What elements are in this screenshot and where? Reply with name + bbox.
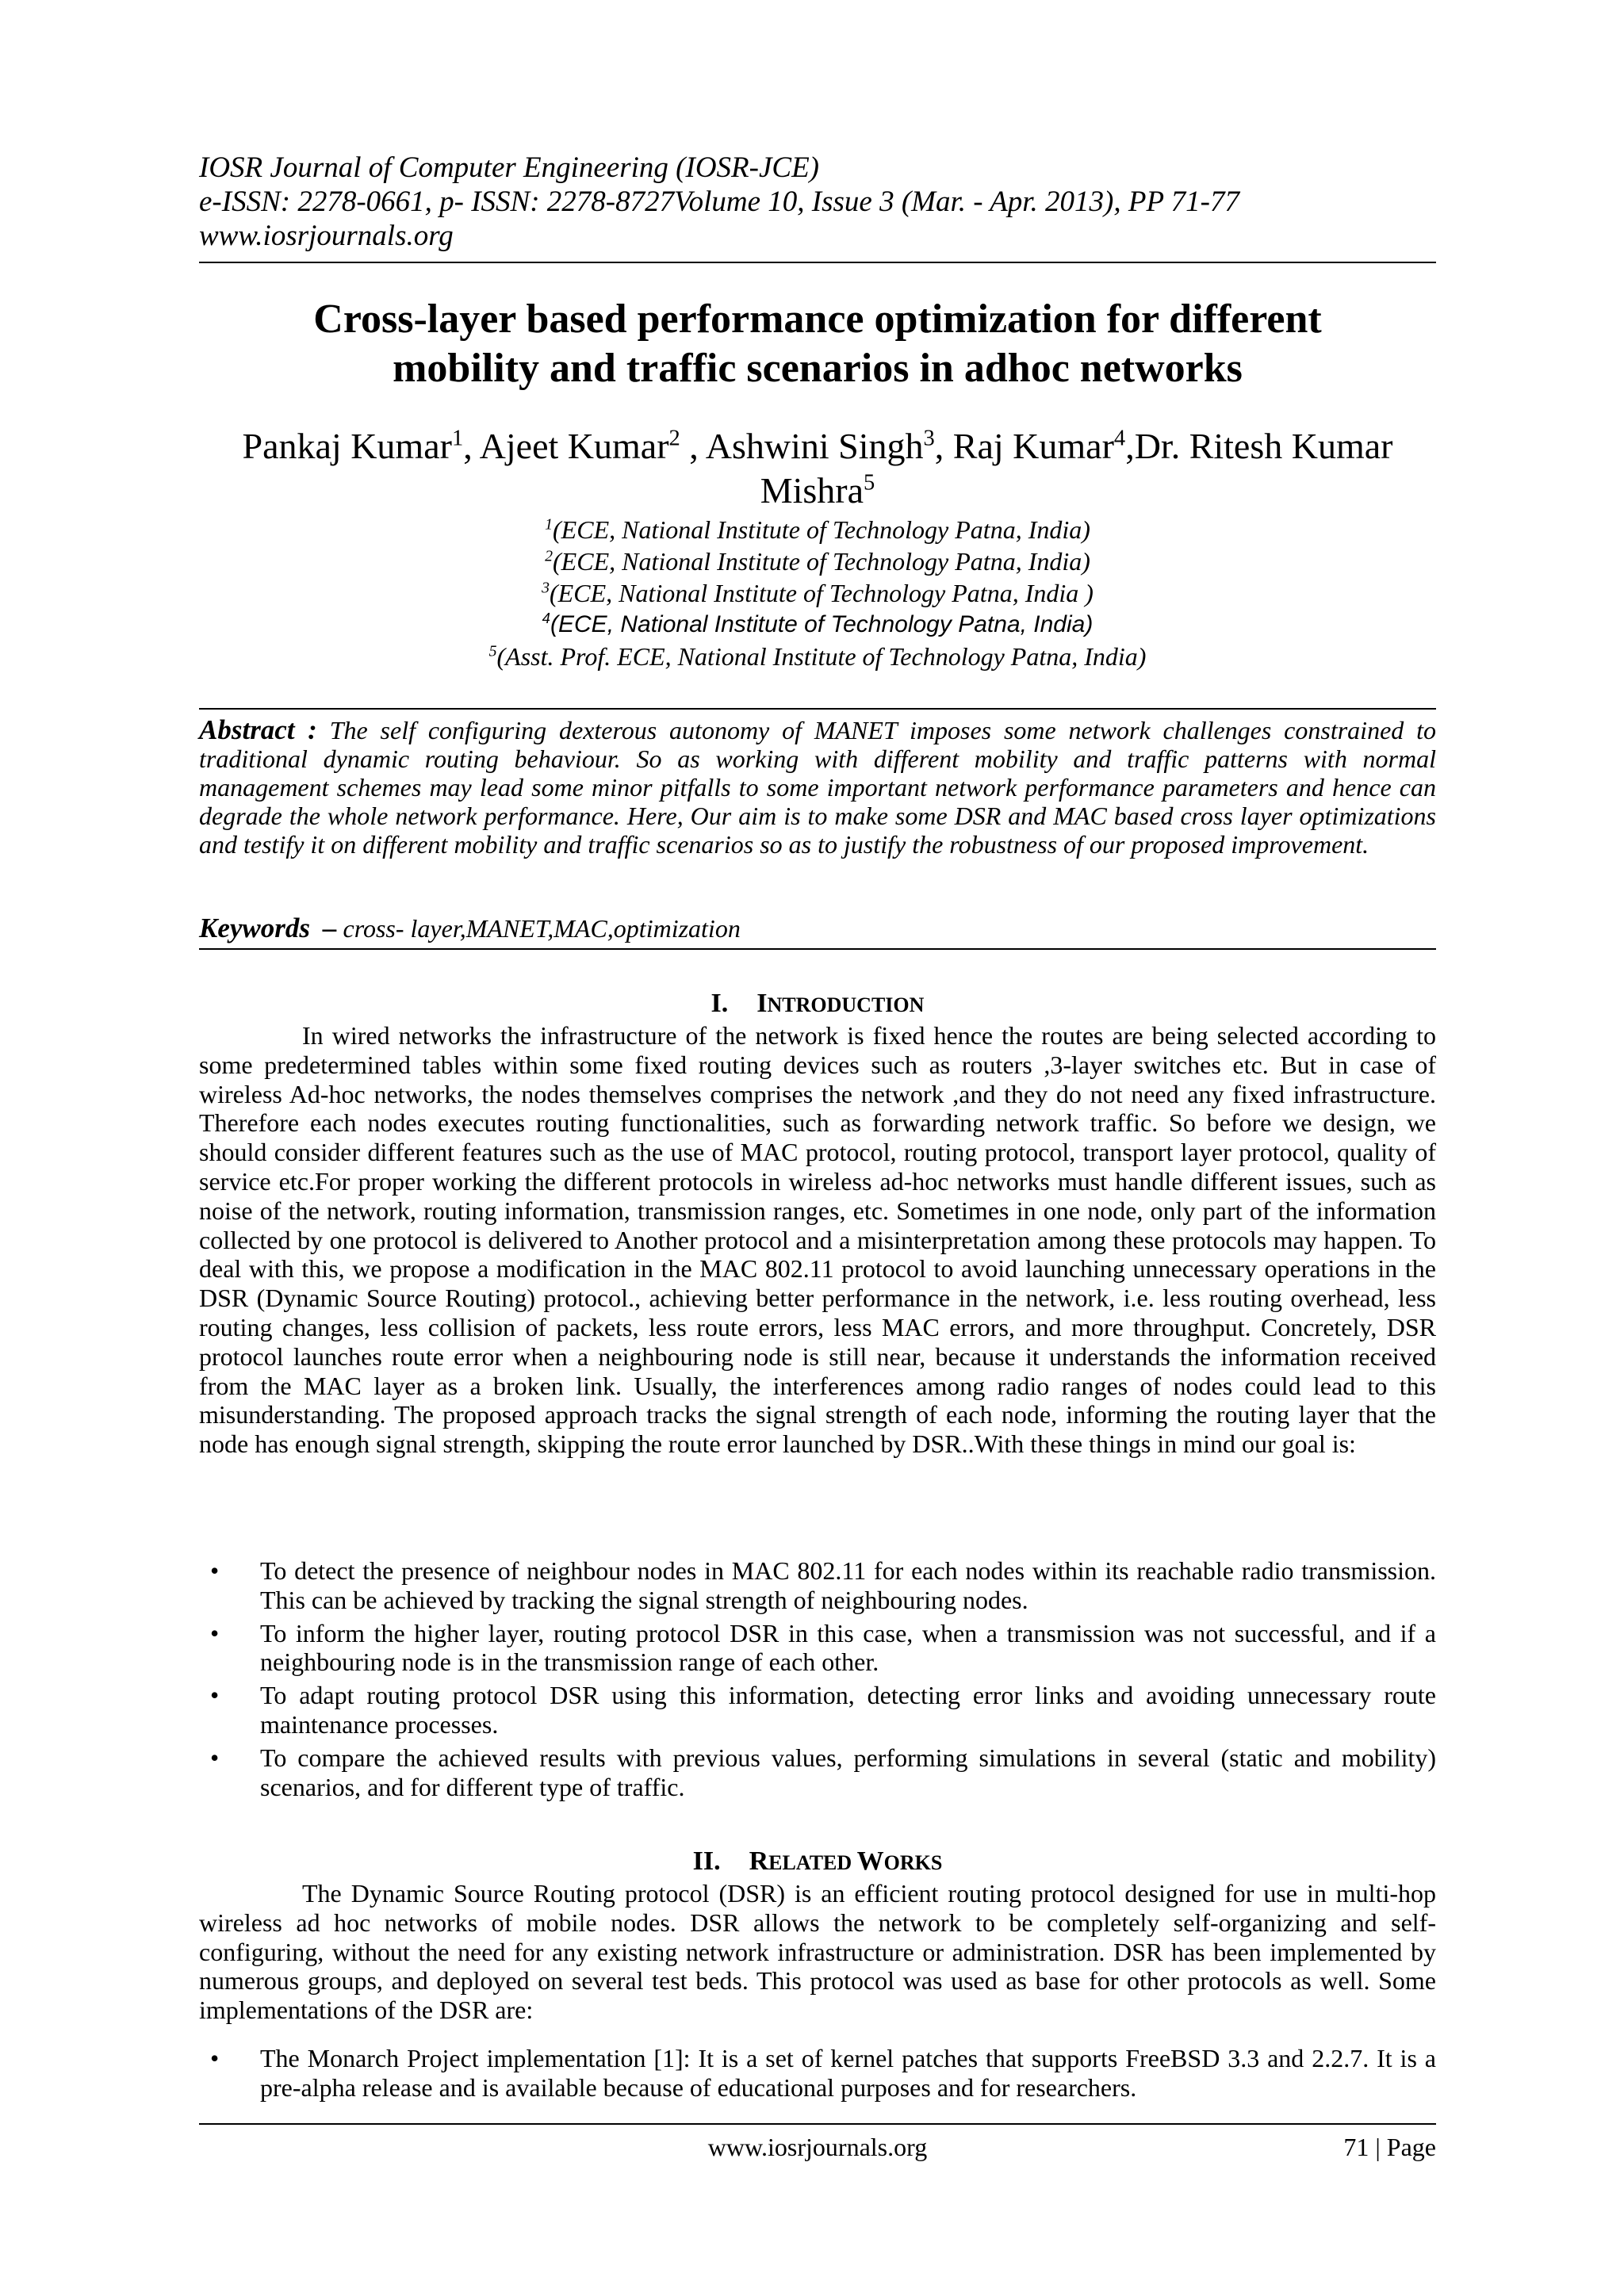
list-item-text: To inform the higher layer, routing protocol DSR in this case, when a transmission was not successful, and if a neighbouring node is in the transmission range of each other.	[260, 1618, 1436, 1677]
list-item	[199, 1556, 1436, 1615]
section-title-rest: ORKS	[883, 1851, 943, 1874]
bullet-glyph: •	[210, 1743, 220, 1772]
journal-website: www.iosrjournals.org	[199, 220, 454, 252]
author-sup: 3	[923, 426, 935, 451]
list-item	[199, 1743, 1436, 1802]
list-item-text: To compare the achieved results with previous values, performing simulations in several (static and mobility) scenarios, and for different type of traffic.	[260, 1743, 1436, 1801]
title-line-1: Cross-layer based performance optimization for different	[313, 297, 1322, 342]
list-item	[199, 1619, 1436, 1678]
section-heading-related-works	[199, 1846, 1436, 1879]
list-item-text: The Monarch Project implementation [1]: It is a set of kernel patches that supports FreeBSD 3.3 and 2.2.7. It is a pre-alpha release and is available because of educational purposes and for researchers.	[260, 2044, 1436, 2102]
affiliation-sup: 2	[545, 547, 553, 565]
bullet-glyph: •	[210, 1556, 220, 1585]
journal-issn: e-ISSN: 2278-0661, p- ISSN: 2278-8727Volume 10, Issue 3 (Mar. - Apr. 2013), PP 71-77	[199, 186, 1239, 218]
author-name: Ashwini Singh	[705, 426, 924, 466]
affiliation-list	[199, 514, 1436, 672]
affiliation-text: (ECE, National Institute of Technology Patna, India)	[550, 611, 1094, 637]
author-name: Ajeet Kumar	[479, 426, 669, 466]
author-sup: 4	[1113, 426, 1126, 451]
abstract-text: The self configuring dexterous autonomy of MANET imposes some network challenges constrained to traditional dynamic routing behaviour. So as working with different mobility and traffic patterns with normal management schemes may lead some minor pitfalls to some important network performance parameters and hence can degrade the whole network performance. Here, Our aim is to make some DSR and MAC based cross layer optimizations and testify it on different mobility and traffic scenarios so as to justify the robustness of our proposed improvement.	[199, 716, 1437, 859]
abstract-top-rule	[199, 708, 1436, 710]
author-name: Raj Kumar	[952, 426, 1114, 466]
affiliation-item	[199, 545, 1436, 577]
affiliation-sup: 4	[542, 610, 551, 626]
list-item	[199, 2044, 1436, 2103]
bullet-glyph: •	[210, 1618, 220, 1647]
footer-url: www.iosrjournals.org	[707, 2133, 928, 2161]
author-list	[199, 424, 1436, 513]
keywords-block	[199, 914, 1436, 943]
affiliation-sup: 1	[545, 515, 553, 534]
affiliation-text: (ECE, National Institute of Technology Patna, India)	[553, 547, 1090, 576]
implementation-list	[199, 2044, 1436, 2107]
abstract-block	[199, 716, 1436, 859]
keywords-label: Keywords	[199, 913, 310, 943]
author-separator: ,	[934, 426, 953, 466]
author-name: Dr. Ritesh Kumar Mishra	[760, 426, 1393, 511]
affiliation-sup: 3	[542, 579, 550, 597]
related-works-paragraph	[199, 1879, 1436, 2025]
author-separator: ,	[680, 426, 706, 466]
keywords-text: cross- layer,MANET,MAC,optimization	[343, 914, 741, 943]
section-title-rest: ELATED	[768, 1851, 857, 1874]
author-separator: ,	[463, 426, 480, 466]
section-number: I.	[710, 989, 729, 1018]
affiliation-item	[199, 577, 1436, 609]
abstract-label: Abstract :	[199, 714, 317, 745]
section-title-initial: R	[749, 1846, 769, 1876]
author-sup: 1	[451, 426, 464, 451]
goal-list	[199, 1556, 1436, 1805]
journal-header	[199, 151, 1436, 253]
affiliation-item	[199, 641, 1436, 672]
header-rule	[199, 262, 1436, 263]
section-title-rest: NTRODUCTION	[767, 993, 925, 1016]
bullet-glyph: •	[210, 1681, 220, 1710]
paper-title	[199, 295, 1436, 393]
keywords-dash: –	[323, 913, 337, 943]
section-title-initial: W	[856, 1846, 884, 1876]
author-sup: 5	[864, 470, 875, 496]
list-item-text: To detect the presence of neighbour nodes in MAC 802.11 for each nodes within its reachable radio transmission. This can be achieved by tracking the signal strength of neighbouring nodes.	[260, 1556, 1436, 1614]
abstract-bottom-rule	[199, 948, 1436, 950]
affiliation-text: (ECE, National Institute of Technology Patna, India )	[550, 579, 1094, 607]
author-name: Pankaj Kumar	[242, 426, 452, 466]
title-line-2: mobility and traffic scenarios in adhoc networks	[393, 346, 1243, 391]
section-number: II.	[692, 1846, 721, 1876]
section-heading-introduction	[199, 988, 1436, 1021]
list-item-text: To adapt routing protocol DSR using this information, detecting error links and avoiding unnecessary route maintenance processes.	[260, 1681, 1436, 1739]
bullet-glyph: •	[210, 2044, 220, 2072]
page-number: 71 | Page	[1343, 2133, 1436, 2161]
section-title-initial: I	[756, 989, 768, 1018]
introduction-paragraph	[199, 1021, 1436, 1459]
affiliation-item	[199, 609, 1436, 641]
affiliation-text: (Asst. Prof. ECE, National Institute of Technology Patna, India)	[496, 642, 1147, 671]
affiliation-item	[199, 514, 1436, 545]
affiliation-sup: 5	[488, 642, 497, 660]
related-works-text: The Dynamic Source Routing protocol (DSR) is an efficient routing protocol designed for use in multi-hop wireless ad hoc networks of mobile nodes. DSR allows the network to be completely self-organizing and self-configuring, without the need for any existing network infrastructure or administration. DSR has been implemented by numerous groups, and deployed on several test beds. This protocol was used as base for other protocols as well. Some implementations of the DSR are:	[199, 1879, 1436, 2025]
author-separator: ,	[1125, 426, 1135, 466]
author-sup: 2	[668, 426, 680, 451]
journal-name: IOSR Journal of Computer Engineering (IOSR-JCE)	[199, 151, 819, 184]
affiliation-text: (ECE, National Institute of Technology Patna, India)	[553, 515, 1090, 544]
footer-rule	[199, 2123, 1436, 2125]
list-item	[199, 1681, 1436, 1739]
introduction-text: In wired networks the infrastructure of the network is fixed hence the routes are being selected according to some predetermined tables within some fixed routing devices such as routers ,3-layer switches etc. But in case of wireless Ad-hoc networks, the nodes themselves comprises the network ,and they do not need any fixed infrastructure. Therefore each nodes executes routing functionalities, such as forwarding network traffic. So before we design, we should consider different features such as the use of MAC protocol, routing protocol, transport layer protocol, quality of service etc.For proper working the different protocols in wireless ad-hoc networks must handle different issues, such as noise of the network, routing information, transmission ranges, etc. Sometimes in one node, only part of the information collected by one protocol is delivered to Another protocol and a misinterpretation among these protocols may happen. To deal with this, we propose a modification in the MAC 802.11 protocol to avoid launching unnecessary operations in the DSR (Dynamic Source Routing) protocol., achieving better performance in the network, i.e. less routing overhead, less routing changes, less collision of packets, less route errors, less MAC errors, and more throughput. Concretely, DSR protocol launches route error when a neighbouring node is still near, because it understands the information received from the MAC layer as a broken link. Usually, the interferences among radio ranges of nodes could lead to this misunderstanding. The proposed approach tracks the signal strength of each node, informing the routing layer that the node has enough signal strength, skipping the route error launched by DSR..With these things in mind our goal is:	[199, 1021, 1436, 1459]
